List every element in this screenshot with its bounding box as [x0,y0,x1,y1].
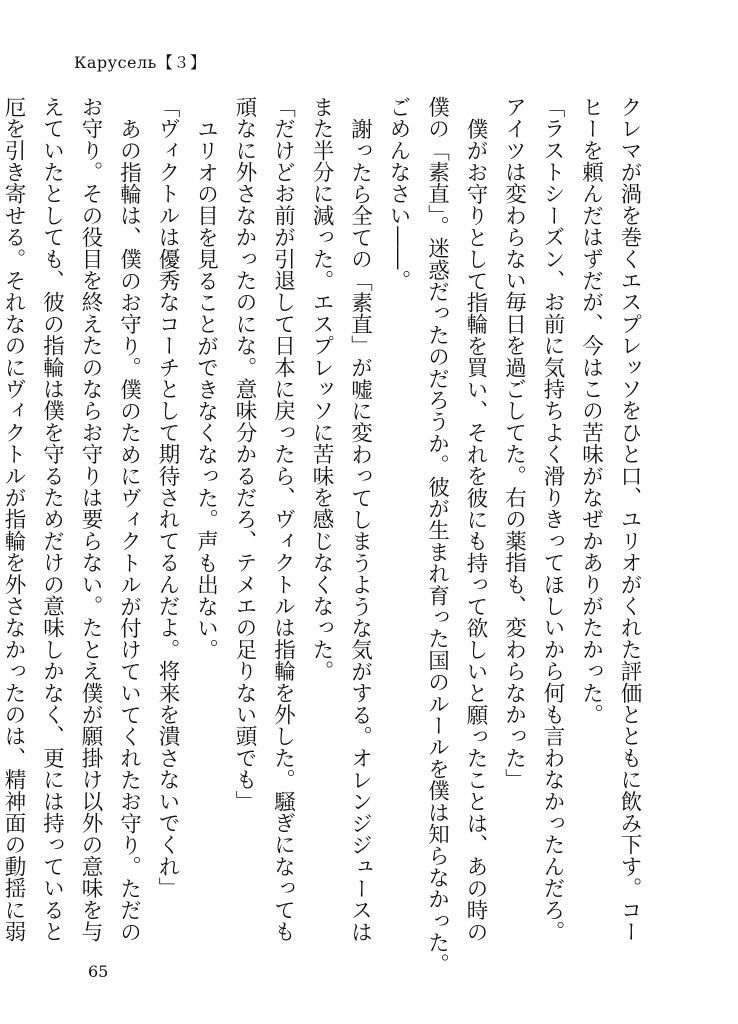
text-column: ごめんなさい――。 [386,96,411,292]
running-header: Карусель【３】 [74,53,207,72]
text-column: アイツは変わらない毎日を過ごしてた。右の薬指も、変わらなかった」 [501,96,527,791]
text-column: あの指輪は、僕のお守り。僕のためにヴィクトルが付けていてくれたお守り。ただの [116,117,142,943]
vertical-body-text [1,96,648,976]
text-column: 「ヴィクトルは優秀なコーチとして期待されてるんだよ。将来を潰さないでくれ」 [155,96,180,899]
text-column: お守り。その役目を終えたのならお守りは要らない。たとえ僕が願掛け以外の意味を与 [78,96,103,943]
text-column: 厄を引き寄せる。それなのにヴィクトルが指輪を外さなかったのは、精神面の動揺に弱 [1,96,26,943]
text-column: 僕の「素直」。迷惑だったのだろうか。彼が生まれ育った国のルールを僕は知らなかった。 [424,96,450,975]
text-column: えていたとしても、彼の指輪は僕を守るためだけの意味しかなく、更には持っていると [39,96,65,943]
text-column: 頑なに外さなかったのにな。意味分かるだろ、テメエの足りない頭でも」 [232,96,257,813]
text-column: また半分に減った。エスプレッソに苦味を感じなくなった。 [309,96,334,682]
text-column: 謝ったら全ての「素直」が嘘に変わってしまうような気がする。オレンジジュースは [347,117,373,943]
text-column: 「ラストシーズン、お前に気持ちよく滑りきってほしいから何も言わなかったんだろ。 [540,96,565,943]
text-column: 僕がお守りとして指輪を買い、それを彼にも持って欲しいと願ったことは、あの時の [463,117,488,943]
page-number: 65 [88,962,109,981]
text-column: クレマが渦を巻くエスプレッソをひと口、ユリオがくれた評価とともに飲み下す。コー [617,96,642,943]
text-column: ユリオの目を見ることができなくなった。声も出ない。 [193,117,219,660]
text-column: ヒーを頼んだはずだが、今はこの苦味がなぜかありがたかった。 [578,96,604,726]
text-column: 「だけどお前が引退して日本に戻ったら、ヴィクトルは指輪を外した。騒ぎになっても [270,96,296,943]
